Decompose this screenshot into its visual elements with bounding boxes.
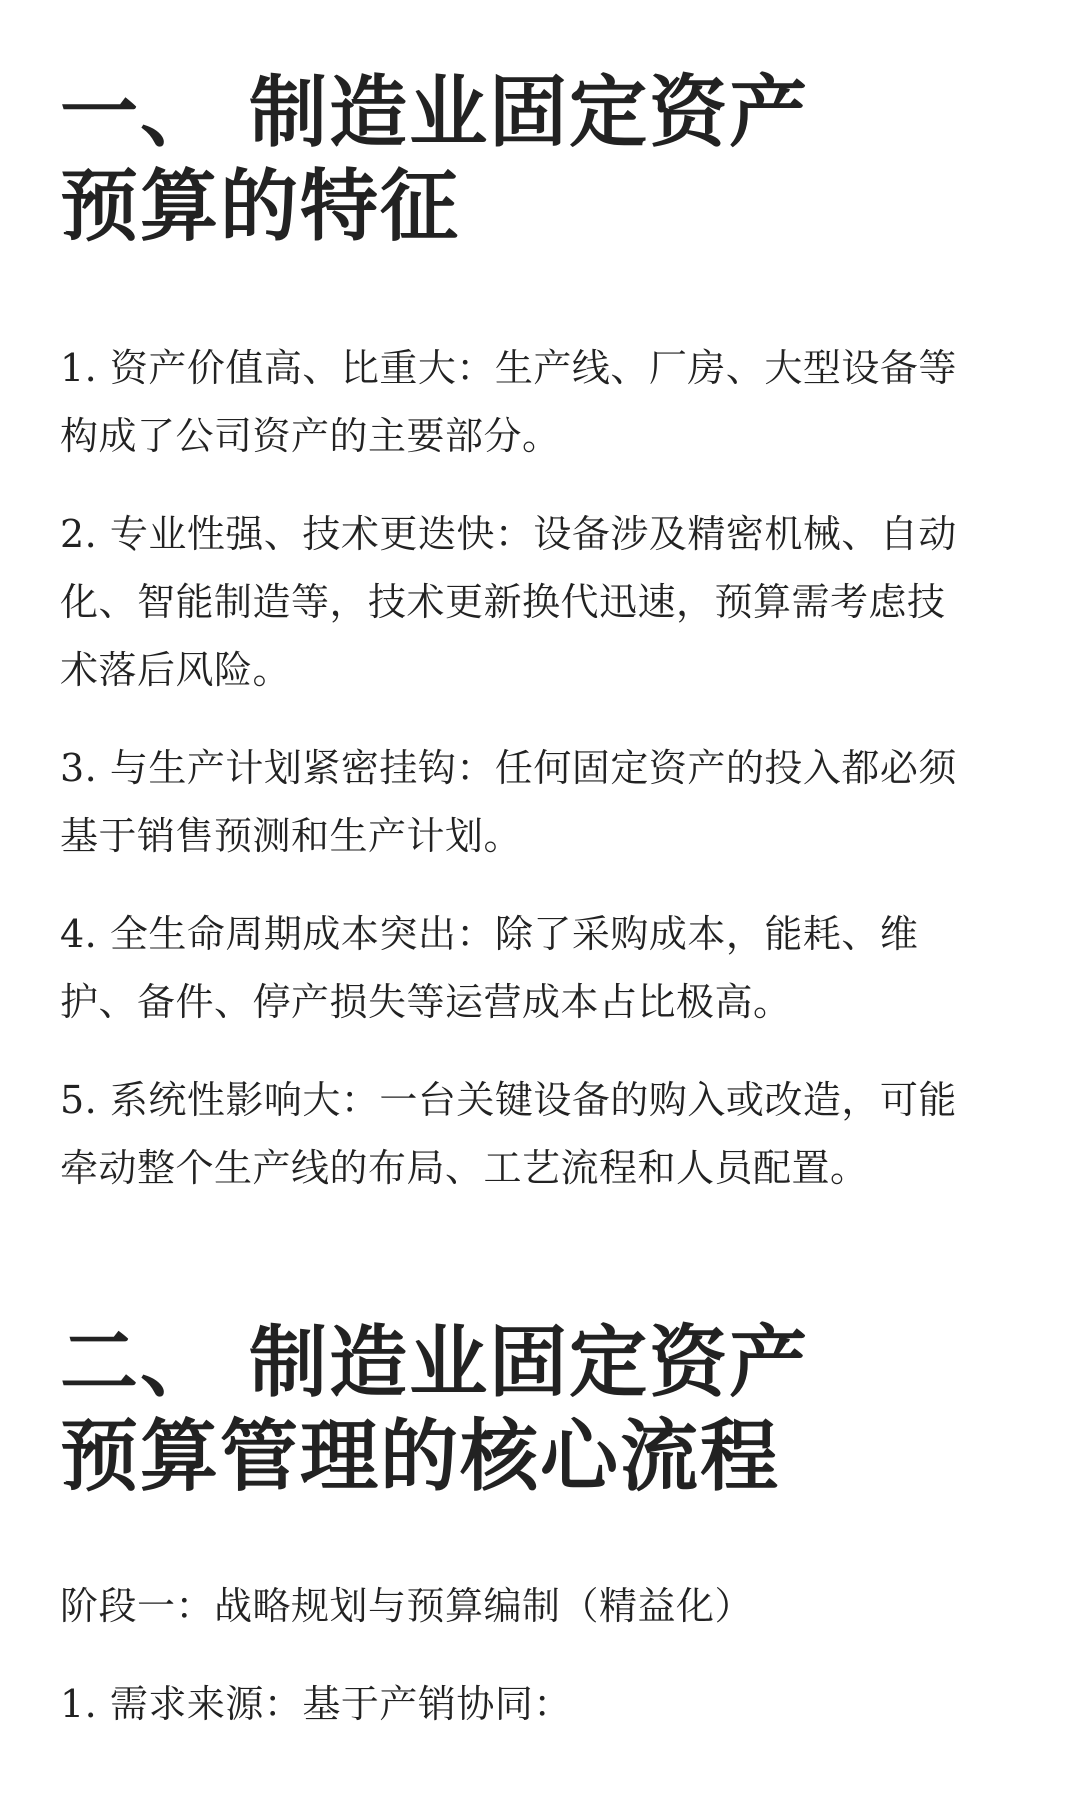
section-1-list — [60, 334, 1040, 1232]
list-item-line: 化、智能制造等，技术更新换代迅速，预算需考虑技 — [60, 580, 946, 624]
list-item-line: 2. 专业性强、技术更迭快：设备涉及精密机械、自动 — [60, 512, 957, 556]
section-1-heading-line: 一、 制造业固定资产 — [60, 67, 810, 158]
stage-label: 阶段一：战略规划与预算编制（精益化） — [60, 1584, 754, 1628]
section-2-body — [60, 1572, 1040, 1768]
list-item: 1. 需求来源：基于产销协同： — [60, 1682, 572, 1726]
section-1-heading-line: 预算的特征 — [60, 161, 461, 252]
section-2-heading-line: 预算管理的核心流程 — [60, 1411, 781, 1502]
section-1-heading — [60, 66, 809, 254]
list-item-line: 护、备件、停产损失等运营成本占比极高。 — [60, 980, 792, 1024]
list-item — [60, 734, 1040, 870]
list-item — [60, 500, 1040, 704]
list-item — [60, 334, 1040, 470]
list-item-line: 4. 全生命周期成本突出：除了采购成本，能耗、维 — [60, 912, 919, 956]
list-item-line: 术落后风险。 — [60, 648, 292, 692]
list-item-line: 3. 与生产计划紧密挂钩：任何固定资产的投入都必须 — [60, 746, 957, 790]
list-item-line: 基于销售预测和生产计划。 — [60, 814, 523, 858]
list-item-line: 5. 系统性影响大：一台关键设备的购入或改造，可能 — [60, 1078, 957, 1122]
section-2-heading — [60, 1316, 809, 1504]
list-item-line: 1. 资产价值高、比重大：生产线、厂房、大型设备等 — [60, 346, 957, 390]
list-item — [60, 900, 1040, 1036]
list-item-line: 构成了公司资产的主要部分。 — [60, 414, 561, 458]
list-item — [60, 1066, 1040, 1202]
section-2-heading-line: 二、 制造业固定资产 — [60, 1317, 810, 1408]
list-item-line: 牵动整个生产线的布局、工艺流程和人员配置。 — [60, 1146, 869, 1190]
